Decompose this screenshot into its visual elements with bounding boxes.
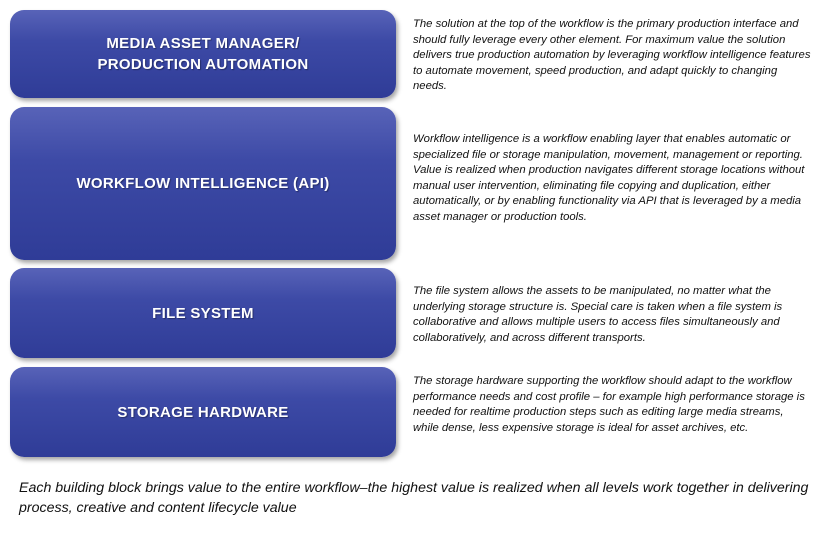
block-workflow-intelligence	[10, 107, 396, 260]
footer-summary: Each building block brings value to the entire workflow–the highest value is realized when all levels work together in delivering process, creative and content lifecycle value	[19, 480, 809, 516]
block-title-workflow-intelligence: WORKFLOW INTELLIGENCE (API)	[76, 175, 330, 192]
block-title-file-system: FILE SYSTEM	[152, 304, 254, 322]
description-media-asset-manager: The solution at the top of the workflow is the primary production interface and should fully leverage every other element. For maximum value the solution delivers true production automation by leveraging workflow intelligence features to automate movement, speed production, and adapt quickly to changing needs.	[413, 18, 811, 92]
description-storage-hardware: The storage hardware supporting the workflow should adapt to the workflow performance needs and cost profile – for example high performance storage is needed for realtime production steps such as editing large media streams, while dense, less expensive storage is ideal for asset archives, etc.	[413, 375, 805, 434]
block-media-asset-manager	[10, 10, 396, 98]
block-storage-hardware	[10, 367, 396, 457]
block-file-system	[10, 268, 396, 358]
description-file-system: The file system allows the assets to be manipulated, no matter what the underlying storage structure is. Special care is taken when a file system is collaborative and allows multiple users to access files simultaneously and collaboratively, and across different transports.	[413, 285, 783, 344]
description-workflow-intelligence: Workflow intelligence is a workflow enabling layer that enables automatic or specialized file or storage manipulation, movement, management or reporting. Value is realized when production navigates different storage locations without manual user intervention, eliminating file copying and duplication, either automatically, or by enabling functionality via API that is leveraged by a media asset manager or production tools.	[413, 133, 805, 223]
block-title-storage-hardware: STORAGE HARDWARE	[117, 403, 289, 421]
block-title-media-asset-manager: MEDIA ASSET MANAGER/ PRODUCTION AUTOMATION	[97, 35, 309, 73]
